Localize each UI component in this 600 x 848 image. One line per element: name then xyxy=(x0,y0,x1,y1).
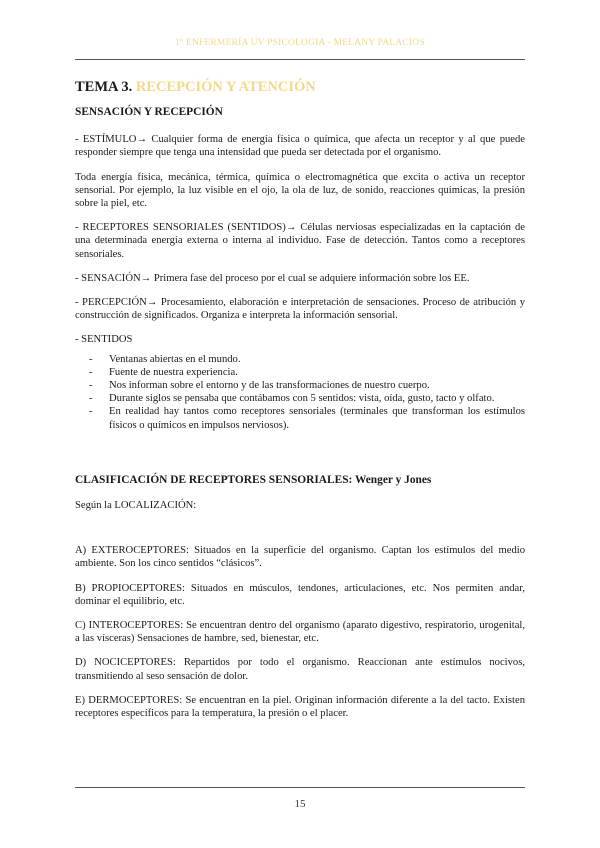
item-exteroceptores: A) EXTEROCEPTORES: Situados en la superficie del organismo. Captan los estímulos del medio ambiente. Son los cinco sentidos “clásicos”. xyxy=(75,545,525,570)
page-number: 15 xyxy=(294,798,306,810)
header-rule xyxy=(75,59,525,60)
paragraph-energia: Toda energía física, mecánica, térmica, química o electromagnética que excita o activa un receptor sensorial. Por ejemplo, la luz visible en el ojo, la ola de luz, de sonido, reacciones químicas, la presión sobre la piel, etc. xyxy=(75,171,525,210)
running-header: 1º ENFERMERÍA UV PSICOLOGIA - MELANY PALACIOS xyxy=(175,38,425,48)
section-heading-sensacion: SENSACIÓN Y RECEPCIÓN xyxy=(75,106,223,118)
paragraph-estimulo: - ESTÍMULO→ Cualquier forma de energía física o química, que afecta un receptor y al que puede responder siempre que tenga una intensidad que pueda ser detectada por el organismo. xyxy=(75,134,525,159)
paragraph-receptores: - RECEPTORES SENSORIALES (SENTIDOS)→ Células nerviosas especializadas en la captación de una determinada energía externa o interna al individuo. Fase de detección. Tantos como a receptores sensoriales. xyxy=(75,222,525,260)
subheading-localizacion: Según la LOCALIZACIÓN: xyxy=(75,500,197,512)
list-item: - Fuente de nuestra experiencia. xyxy=(89,366,525,379)
paragraph-sensacion: - SENSACIÓN→ Primera fase del proceso por el cual se adquiere información sobre los EE. xyxy=(75,272,470,284)
paragraph-sentidos: - SENTIDOS xyxy=(75,334,133,346)
item-dermoceptores: E) DERMOCEPTORES: Se encuentran en la piel. Originan información diferente a la del tacto. Existen receptores específicos para la temperatura, la presión o el placer. xyxy=(75,694,525,720)
chapter-title xyxy=(75,78,525,96)
list-item: - Ventanas abiertas en el mundo. xyxy=(89,353,525,366)
list-item: - Nos informan sobre el entorno y de las transformaciones de nuestro cuerpo. xyxy=(89,379,525,392)
chapter-title-prefix: TEMA 3. xyxy=(75,79,133,95)
footer-rule xyxy=(75,787,525,788)
list-item: - En realidad hay tantos como receptores sensoriales (terminales que transforman los estímulos físicos o químicos en impulsos nerviosos). xyxy=(89,405,525,431)
list-item: - Durante siglos se pensaba que contábamos con 5 sentidos: vista, oída, gusto, tacto y olfato. xyxy=(89,392,525,405)
page-content xyxy=(75,78,525,731)
paragraph-percepcion: - PERCEPCIÓN→ Procesamiento, elaboración e interpretación de sensaciones. Proceso de atribución y construcción de significados. Organiza e interpreta la información sensorial. xyxy=(75,297,525,322)
chapter-title-accent: RECEPCIÓN Y ATENCIÓN xyxy=(135,79,316,95)
item-interoceptores: C) INTEROCEPTORES: Se encuentran dentro del organismo (aparato digestivo, respiratorio, urogenital, a las vísceras) Sensaciones de hambre, sed, bienestar, etc. xyxy=(75,620,525,645)
item-propioceptores: B) PROPIOCEPTORES: Situados en músculos, tendones, articulaciones, etc. Nos permiten andar, dominar el equilibrio, etc. xyxy=(75,582,525,607)
item-nociceptores: D) NOCICEPTORES: Repartidos por todo el organismo. Reaccionan ante estímulos nocivos, transmitiendo al seso sensación de dolor. xyxy=(75,657,525,682)
sentidos-list xyxy=(75,353,525,432)
section-heading-clasificacion: CLASIFICACIÓN DE RECEPTORES SENSORIALES: Wenger y Jones xyxy=(75,473,432,486)
